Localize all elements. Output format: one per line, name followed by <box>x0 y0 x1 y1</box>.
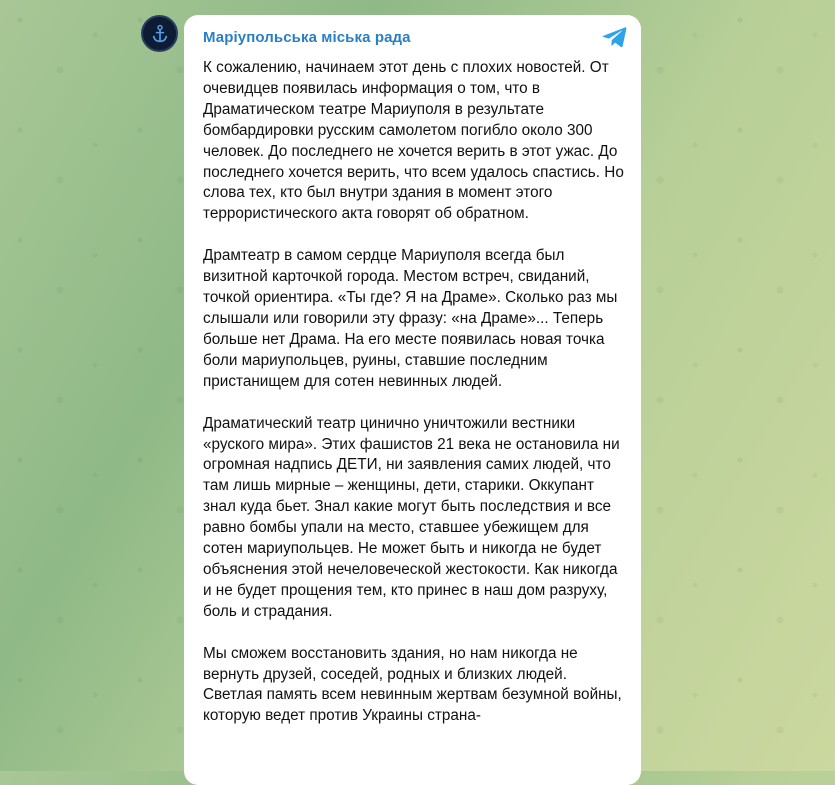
message-paragraph: Драмтеатр в самом сердце Мариуполя всегда был визитной карточкой города. Местом встреч, свиданий, точкой ориентира. «Ты где? Я на Драме». Сколько раз мы слышали или говорили эту фразу: «на Драме»... Теперь больше нет Драма. На его месте появилась новая точка боли мариупольцев, руины, ставшие последним пристанищем для сотен невинных людей. <box>203 247 618 390</box>
message-paragraph: Драматический театр цинично уничтожили вестники «руского мира». Этих фашистов 21 века не остановила ни огромная надпись ДЕТИ, ни заявления самих людей, что там лишь мирные – женщины, дети, старики. Оккупант знал куда бьет. Знал какие могут быть последствия и все равно бомбы упали на место, ставшее убежищем для сотен мариупольцев. Не может быть и никогда не будет объяснения этой нечеловеческой жестокости. Как никогда и не будет прощения тем, кто принес в наш дом разруху, боль и страдания. <box>203 414 620 620</box>
channel-name-link[interactable]: Маріупольська міська рада <box>203 28 411 46</box>
message-text <box>203 58 627 727</box>
anchor-emblem-icon <box>149 23 171 45</box>
message-paragraph: К сожалению, начинаем этот день с плохих новостей. От очевидцев появилась информация о том, что в Драматическом театре Мариуполя в результате бомбардировки русским самолетом погибло около 300 человек. До последнего не хочется верить в этот ужас. До последнего хочется верить, что всем удалось спастись. Но слова тех, кто был внутри здания в момент этого террористического акта говорят об обратном. <box>203 59 624 223</box>
message-paragraph: Мы сможем восстановить здания, но нам никогда не вернуть друзей, соседей, родных и близких людей. Светлая память всем невинным жертвам безумной войны, которую ведет против Украины страна- <box>203 644 622 725</box>
channel-avatar[interactable] <box>141 15 178 52</box>
telegram-plane-icon <box>602 26 627 48</box>
share-button[interactable] <box>601 25 627 49</box>
message-header <box>203 25 627 49</box>
message-bubble <box>184 15 641 785</box>
